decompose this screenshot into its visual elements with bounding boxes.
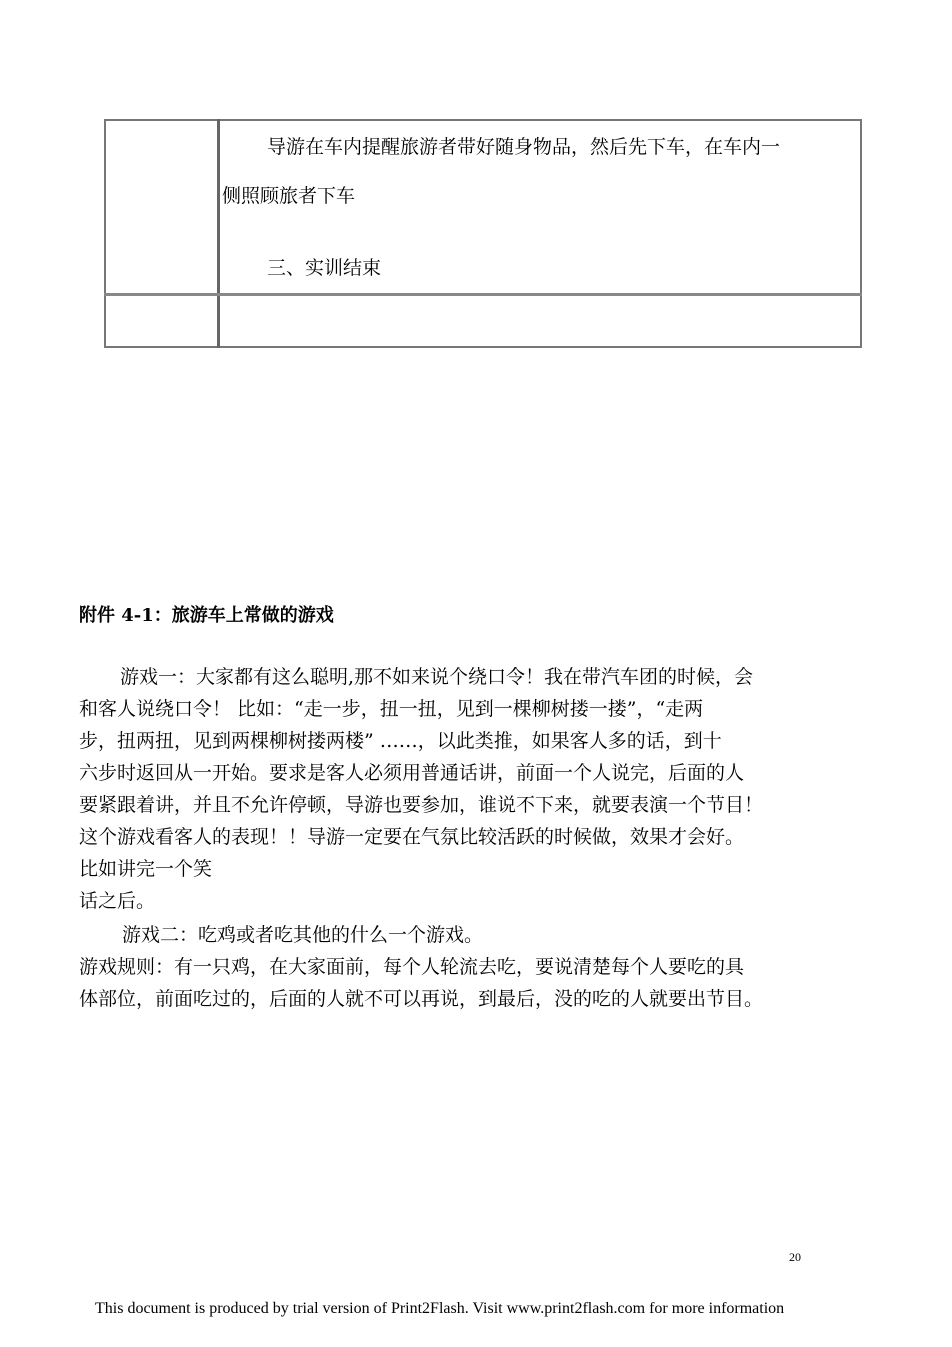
paragraph-line: 六步时返回从一开始。要求是客人必须用普通话讲，前面一个人说完，后面的人 (79, 762, 745, 784)
paragraph-line: 要紧跟着讲，并且不允许停顿，导游也要参加，谁说不下来，就要表演一个节目！ (79, 794, 764, 816)
paragraph-line: 比如讲完一个笑 (79, 858, 213, 880)
paragraph-line: 游戏规则：有一只鸡，在大家面前，每个人轮流去吃，要说清楚每个人要吃的具 (79, 956, 745, 978)
content-table (104, 119, 862, 348)
table-cell-text-line1: 导游在车内提醒旅游者带好随身物品，然后先下车，在车内一 (267, 136, 781, 158)
table-cell-text-line3: 三、实训结束 (267, 257, 382, 279)
paragraph-line: 体部位，前面吃过的，后面的人就不可以再说，到最后，没的吃的人就要出节目。 (79, 988, 764, 1010)
trial-footer: This document is produced by trial version of Print2Flash. Visit www.print2flash.com for more information (95, 1300, 785, 1317)
page-number: 20 (789, 1250, 801, 1264)
paragraph-line: 游戏二：吃鸡或者吃其他的什么一个游戏。 (122, 924, 484, 946)
paragraph-line: 话之后。 (79, 890, 156, 912)
appendix-title: 附件 4-1：旅游车上常做的游戏 (79, 605, 334, 626)
table-column-divider (217, 119, 220, 348)
paragraph-line: 这个游戏看客人的表现！！导游一定要在气氛比较活跃的时候做，效果才会好。 (79, 826, 745, 848)
paragraph-line: 游戏一：大家都有这么聪明,那不如来说个绕口令！我在带汽车团的时候，会 (120, 666, 754, 688)
table-row-divider (104, 293, 862, 296)
paragraph-line: 和客人说绕口令！ 比如：“走一步，扭一扭，见到一棵柳树搂一搂”，“走两 (79, 698, 704, 720)
paragraph-line: 步，扭两扭，见到两棵柳树搂两楼” ……，以此类推，如果客人多的话，到十 (79, 730, 722, 752)
table-cell-text-line2: 侧照顾旅者下车 (222, 185, 356, 207)
